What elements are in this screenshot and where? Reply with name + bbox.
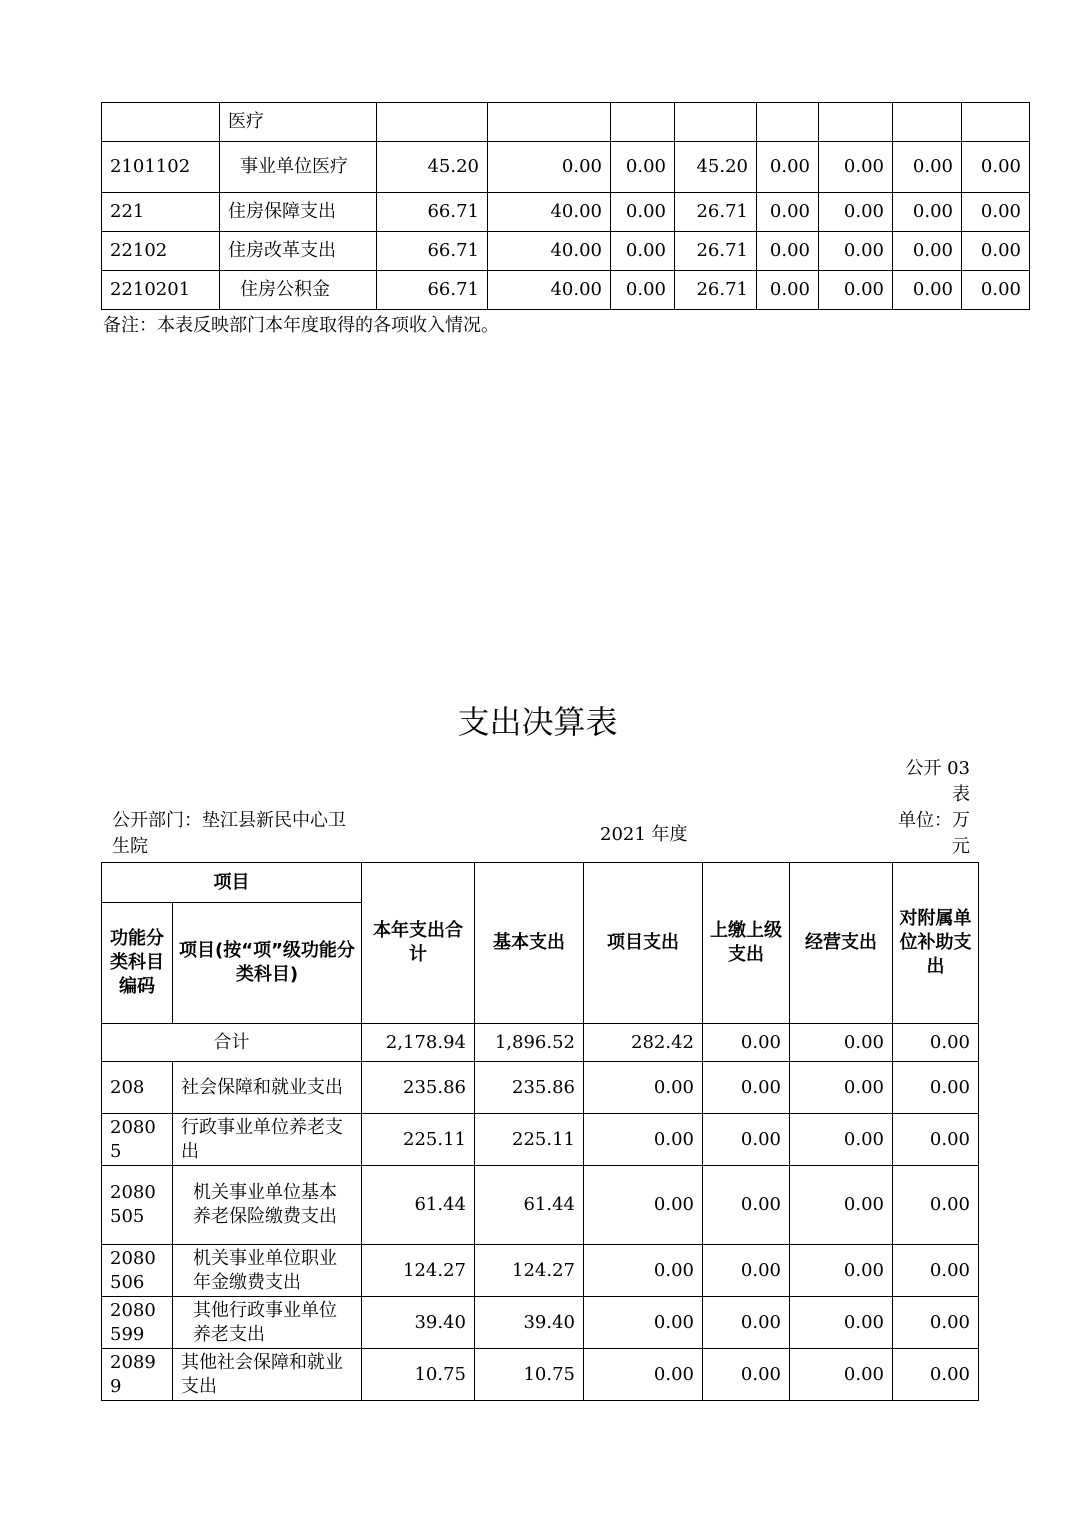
total-value: 0.00 bbox=[790, 1024, 893, 1062]
row-code: 2080506 bbox=[102, 1245, 173, 1297]
table-row bbox=[102, 1114, 979, 1166]
header-code: 功能分类科目编码 bbox=[102, 903, 173, 1024]
row-value: 0.00 bbox=[790, 1062, 893, 1114]
row-value bbox=[893, 103, 962, 142]
row-name: 住房改革支出 bbox=[220, 232, 377, 271]
header-project-exp: 项目支出 bbox=[584, 863, 703, 1024]
row-value: 0.00 bbox=[962, 232, 1030, 271]
row-code: 20805 bbox=[102, 1114, 173, 1166]
row-value: 0.00 bbox=[893, 271, 962, 310]
table-row bbox=[102, 1349, 979, 1401]
total-value: 2,178.94 bbox=[362, 1024, 475, 1062]
row-value: 26.71 bbox=[675, 232, 757, 271]
row-value: 40.00 bbox=[488, 193, 611, 232]
row-value: 40.00 bbox=[488, 232, 611, 271]
row-name: 事业单位医疗 bbox=[220, 142, 377, 193]
header-subsidy: 对附属单位补助支出 bbox=[893, 863, 979, 1024]
row-name: 其他行政事业单位养老支出 bbox=[173, 1297, 362, 1349]
row-value bbox=[377, 103, 488, 142]
row-value: 0.00 bbox=[611, 142, 675, 193]
income-table-body bbox=[102, 103, 1030, 310]
row-code: 20899 bbox=[102, 1349, 173, 1401]
header-basic: 基本支出 bbox=[475, 863, 584, 1024]
row-value: 235.86 bbox=[475, 1062, 584, 1114]
row-value: 66.71 bbox=[377, 232, 488, 271]
row-value: 61.44 bbox=[362, 1166, 475, 1245]
row-value: 0.00 bbox=[893, 193, 962, 232]
row-name: 住房公积金 bbox=[220, 271, 377, 310]
row-value: 0.00 bbox=[757, 232, 819, 271]
row-value: 26.71 bbox=[675, 271, 757, 310]
row-value: 66.71 bbox=[377, 193, 488, 232]
table-row bbox=[102, 103, 1030, 142]
header-upper: 上缴上级支出 bbox=[703, 863, 790, 1024]
row-name: 行政事业单位养老支出 bbox=[173, 1114, 362, 1166]
row-value: 0.00 bbox=[893, 1349, 979, 1401]
row-code: 2080599 bbox=[102, 1297, 173, 1349]
row-value: 0.00 bbox=[584, 1349, 703, 1401]
row-value: 0.00 bbox=[790, 1114, 893, 1166]
row-value: 0.00 bbox=[893, 1245, 979, 1297]
row-value bbox=[819, 103, 893, 142]
row-code: 2101102 bbox=[102, 142, 220, 193]
row-value: 0.00 bbox=[962, 142, 1030, 193]
header-project: 项目 bbox=[102, 863, 362, 903]
row-name: 机关事业单位基本养老保险缴费支出 bbox=[173, 1166, 362, 1245]
expenditure-table-body bbox=[102, 1024, 979, 1401]
row-value: 0.00 bbox=[893, 1166, 979, 1245]
row-name: 住房保障支出 bbox=[220, 193, 377, 232]
row-value: 0.00 bbox=[703, 1245, 790, 1297]
table-row bbox=[102, 232, 1030, 271]
table-row bbox=[102, 1062, 979, 1114]
row-value: 40.00 bbox=[488, 271, 611, 310]
header-name: 项目(按“项”级功能分类科目) bbox=[173, 903, 362, 1024]
row-name: 其他社会保障和就业支出 bbox=[173, 1349, 362, 1401]
row-value: 0.00 bbox=[893, 1062, 979, 1114]
row-value: 0.00 bbox=[893, 232, 962, 271]
row-code: 221 bbox=[102, 193, 220, 232]
row-value: 0.00 bbox=[703, 1114, 790, 1166]
row-code: 208 bbox=[102, 1062, 173, 1114]
row-value: 39.40 bbox=[475, 1297, 584, 1349]
row-value bbox=[611, 103, 675, 142]
row-code: 22102 bbox=[102, 232, 220, 271]
fiscal-year: 2021 年度 bbox=[600, 824, 688, 845]
row-value: 0.00 bbox=[611, 193, 675, 232]
row-value bbox=[962, 103, 1030, 142]
row-value bbox=[488, 103, 611, 142]
total-value: 1,896.52 bbox=[475, 1024, 584, 1062]
total-label: 合计 bbox=[102, 1024, 362, 1062]
row-value: 0.00 bbox=[962, 271, 1030, 310]
row-value: 26.71 bbox=[675, 193, 757, 232]
row-value: 0.00 bbox=[819, 142, 893, 193]
row-value: 0.00 bbox=[757, 142, 819, 193]
row-value: 0.00 bbox=[584, 1062, 703, 1114]
row-value: 0.00 bbox=[584, 1245, 703, 1297]
row-value: 124.27 bbox=[475, 1245, 584, 1297]
table-row bbox=[102, 1297, 979, 1349]
row-value: 0.00 bbox=[488, 142, 611, 193]
table-row bbox=[102, 142, 1030, 193]
unit-label: 单位：万元 bbox=[898, 810, 970, 857]
row-value: 10.75 bbox=[475, 1349, 584, 1401]
row-code: 2210201 bbox=[102, 271, 220, 310]
row-value: 0.00 bbox=[819, 193, 893, 232]
row-value: 61.44 bbox=[475, 1166, 584, 1245]
row-value: 0.00 bbox=[611, 271, 675, 310]
row-value: 39.40 bbox=[362, 1297, 475, 1349]
row-value: 0.00 bbox=[962, 193, 1030, 232]
row-value: 0.00 bbox=[790, 1297, 893, 1349]
income-table-note: 备注：本表反映部门本年度取得的各项收入情况。 bbox=[103, 315, 499, 336]
row-value: 0.00 bbox=[819, 232, 893, 271]
row-value: 0.00 bbox=[584, 1114, 703, 1166]
row-value: 0.00 bbox=[703, 1297, 790, 1349]
page-title: 支出决算表 bbox=[457, 703, 618, 741]
row-value: 0.00 bbox=[819, 271, 893, 310]
row-value: 0.00 bbox=[703, 1349, 790, 1401]
row-value: 0.00 bbox=[584, 1166, 703, 1245]
row-value: 0.00 bbox=[893, 1114, 979, 1166]
row-name: 社会保障和就业支出 bbox=[173, 1062, 362, 1114]
row-value: 0.00 bbox=[790, 1166, 893, 1245]
table-row bbox=[102, 271, 1030, 310]
row-name: 医疗 bbox=[220, 103, 377, 142]
row-value: 0.00 bbox=[757, 193, 819, 232]
row-value: 0.00 bbox=[703, 1166, 790, 1245]
row-value: 45.20 bbox=[377, 142, 488, 193]
row-value: 10.75 bbox=[362, 1349, 475, 1401]
row-value: 0.00 bbox=[790, 1349, 893, 1401]
row-value: 0.00 bbox=[584, 1297, 703, 1349]
total-row bbox=[102, 1024, 979, 1062]
row-value: 66.71 bbox=[377, 271, 488, 310]
row-value: 235.86 bbox=[362, 1062, 475, 1114]
row-value: 45.20 bbox=[675, 142, 757, 193]
row-value: 225.11 bbox=[475, 1114, 584, 1166]
total-value: 282.42 bbox=[584, 1024, 703, 1062]
total-value: 0.00 bbox=[703, 1024, 790, 1062]
header-business: 经营支出 bbox=[790, 863, 893, 1024]
row-value bbox=[757, 103, 819, 142]
table-row bbox=[102, 193, 1030, 232]
department-label: 公开部门：垫江县新民中心卫生院 bbox=[112, 810, 346, 857]
row-value: 0.00 bbox=[703, 1062, 790, 1114]
row-code bbox=[102, 103, 220, 142]
row-value bbox=[675, 103, 757, 142]
income-table-continued bbox=[101, 102, 1030, 310]
table-number: 公开 03 表 bbox=[905, 758, 970, 805]
table-row bbox=[102, 1166, 979, 1245]
row-value: 0.00 bbox=[893, 142, 962, 193]
row-value: 0.00 bbox=[790, 1245, 893, 1297]
expenditure-table bbox=[101, 862, 979, 1401]
table-row bbox=[102, 1245, 979, 1297]
row-value: 124.27 bbox=[362, 1245, 475, 1297]
row-value: 0.00 bbox=[893, 1297, 979, 1349]
row-code: 2080505 bbox=[102, 1166, 173, 1245]
row-value: 0.00 bbox=[611, 232, 675, 271]
row-value: 225.11 bbox=[362, 1114, 475, 1166]
total-value: 0.00 bbox=[893, 1024, 979, 1062]
header-total: 本年支出合计 bbox=[362, 863, 475, 1024]
row-value: 0.00 bbox=[757, 271, 819, 310]
row-name: 机关事业单位职业年金缴费支出 bbox=[173, 1245, 362, 1297]
